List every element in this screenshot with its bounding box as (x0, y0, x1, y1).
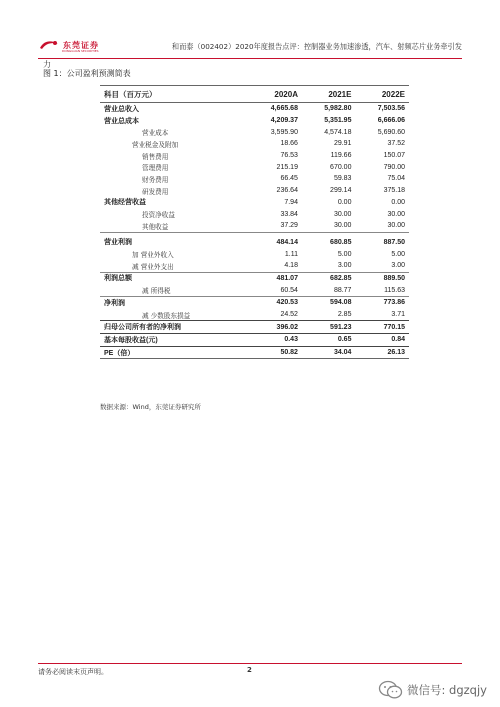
cell-value: 396.02 (248, 321, 302, 334)
table-row (100, 309, 409, 321)
cell-value: 150.07 (383, 152, 405, 160)
row-label: 营业利润 (100, 232, 248, 248)
row-label: 归母公司所有者的净利润 (100, 321, 248, 334)
row-label: 研发费用 (142, 187, 169, 196)
cell-value: 773.86 (355, 297, 409, 309)
cell-value: 682.85 (302, 272, 356, 284)
cell-value: 18.66 (280, 140, 298, 148)
cell-value: 30.00 (333, 222, 352, 230)
row-label: 营业成本 (142, 129, 169, 138)
cell-value: 7.94 (284, 198, 298, 206)
cell-value: 3.71 (391, 311, 405, 319)
row-label: 营业总收入 (104, 105, 139, 113)
table-row (100, 185, 409, 197)
table-row (100, 161, 409, 173)
cell-value: 5.00 (391, 250, 405, 258)
row-label: 营业税金及附加 (132, 140, 179, 149)
cell-value: 0.00 (391, 198, 405, 206)
cell-value: 5,690.60 (377, 128, 405, 136)
cell-value: 591.23 (302, 321, 356, 334)
cell-value: 4,209.37 (270, 117, 298, 125)
row-label: 减 所得税 (142, 287, 171, 296)
cell-value: 236.64 (276, 187, 298, 195)
cell-value: 420.53 (248, 297, 302, 309)
table-row (100, 232, 409, 248)
cell-value: 594.08 (302, 297, 356, 309)
cell-value: 34.04 (302, 346, 356, 359)
row-label: PE（倍） (100, 346, 248, 359)
cell-value: 76.53 (280, 152, 298, 160)
cell-value: 30.00 (333, 210, 352, 218)
cell-value: 375.18 (383, 187, 405, 195)
row-label: 其他经营收益 (104, 199, 146, 207)
row-label: 管理费用 (142, 164, 169, 173)
table-row (100, 150, 409, 162)
cell-value: 37.29 (280, 222, 298, 230)
cell-value: 0.84 (355, 334, 409, 347)
page-header (38, 38, 462, 58)
column-header: 2021E (302, 86, 356, 103)
cell-value: 30.00 (387, 222, 405, 230)
disclaimer-note: 请务必阅读末页声明。 (38, 668, 108, 676)
brand-name: 东莞证券 (63, 39, 99, 50)
table-row (100, 284, 409, 296)
cell-value: 3.00 (391, 262, 405, 270)
table-row (100, 208, 409, 220)
cell-value: 88.77 (333, 286, 352, 294)
row-label: 销售费用 (142, 152, 169, 161)
continued-text: 力 (43, 60, 51, 69)
row-label: 净利润 (100, 297, 248, 309)
cell-value: 680.85 (302, 232, 356, 248)
table-row (100, 126, 409, 138)
cell-value: 887.50 (355, 232, 409, 248)
brand-logo-icon (38, 38, 60, 52)
cell-value: 481.07 (248, 272, 302, 284)
row-label: 投资净收益 (142, 211, 175, 220)
table-row (100, 260, 409, 272)
row-label: 营业总成本 (104, 117, 139, 125)
table-row (100, 248, 409, 260)
cell-value: 50.82 (248, 346, 302, 359)
cell-value: 4,665.68 (270, 105, 298, 113)
table-header-row (100, 86, 409, 103)
cell-value: 60.54 (280, 286, 298, 294)
cell-value: 299.14 (330, 187, 352, 195)
row-label: 其他收益 (142, 222, 169, 231)
table-row (100, 220, 409, 232)
page-number: 2 (247, 666, 252, 674)
wechat-icon (378, 680, 404, 700)
cell-value: 66.45 (280, 175, 298, 183)
cell-value: 670.00 (330, 163, 352, 171)
figure-title: 图 1：公司盈利预测简表 (43, 69, 131, 78)
cell-value: 3,595.90 (270, 128, 298, 136)
brand-subtitle: DONGGUAN SECURITIES (62, 49, 99, 53)
column-header: 2022E (355, 86, 409, 103)
cell-value: 5.00 (337, 250, 352, 258)
table-row (100, 197, 409, 209)
wechat-id-text: 微信号: dgzqjy (407, 683, 487, 697)
cell-value: 5,982.80 (324, 105, 352, 113)
cell-value: 7,503.56 (377, 105, 405, 113)
table-row (100, 272, 409, 284)
cell-value: 30.00 (387, 210, 405, 218)
cell-value: 484.14 (248, 232, 302, 248)
cell-value: 115.63 (384, 286, 405, 294)
wechat-watermark (378, 680, 487, 700)
cell-value: 0.65 (302, 334, 356, 347)
cell-value: 75.04 (387, 175, 405, 183)
table-row (100, 297, 409, 309)
header-divider (38, 58, 462, 59)
report-title: 和而泰（002402）2020年度报告点评：控制器业务加速渗透，汽车、射频芯片业务牵引发 (171, 42, 462, 51)
cell-value: 1.11 (284, 250, 298, 258)
cell-value: 215.19 (276, 163, 298, 171)
earnings-forecast-table (100, 85, 409, 359)
cell-value: 37.52 (387, 140, 405, 148)
cell-value: 4.18 (284, 262, 298, 270)
row-label: 减 营业外支出 (132, 262, 174, 271)
cell-value: 5,351.95 (324, 117, 352, 125)
cell-value: 33.84 (280, 210, 298, 218)
table-row (100, 346, 409, 359)
table-row (100, 115, 409, 127)
table-row (100, 321, 409, 334)
cell-value: 24.52 (280, 311, 298, 319)
cell-value: 119.66 (330, 152, 352, 160)
table-row (100, 334, 409, 347)
table-row (100, 138, 409, 150)
table-row (100, 173, 409, 185)
cell-value: 0.43 (248, 334, 302, 347)
cell-value: 29.91 (333, 140, 352, 148)
cell-value: 770.15 (355, 321, 409, 334)
table-row (100, 103, 409, 115)
cell-value: 2.85 (337, 311, 352, 319)
cell-value: 26.13 (355, 346, 409, 359)
row-label: 利润总额 (100, 272, 248, 284)
cell-value: 6,666.06 (377, 117, 405, 125)
data-source-note: 数据来源：Wind，东莞证券研究所 (100, 403, 201, 411)
cell-value: 889.50 (355, 272, 409, 284)
column-header: 2020A (248, 86, 302, 103)
cell-value: 0.00 (337, 198, 352, 206)
row-label: 基本每股收益(元) (100, 334, 248, 347)
row-label: 减 少数股东损益 (142, 311, 191, 320)
cell-value: 4,574.18 (324, 128, 352, 136)
row-label: 财务费用 (142, 175, 169, 184)
cell-value: 3.00 (337, 262, 352, 270)
row-label: 加 营业外收入 (132, 251, 174, 260)
column-header: 科目（百万元） (100, 86, 248, 103)
cell-value: 59.83 (333, 175, 352, 183)
footer-divider (38, 663, 462, 664)
cell-value: 790.00 (383, 163, 405, 171)
